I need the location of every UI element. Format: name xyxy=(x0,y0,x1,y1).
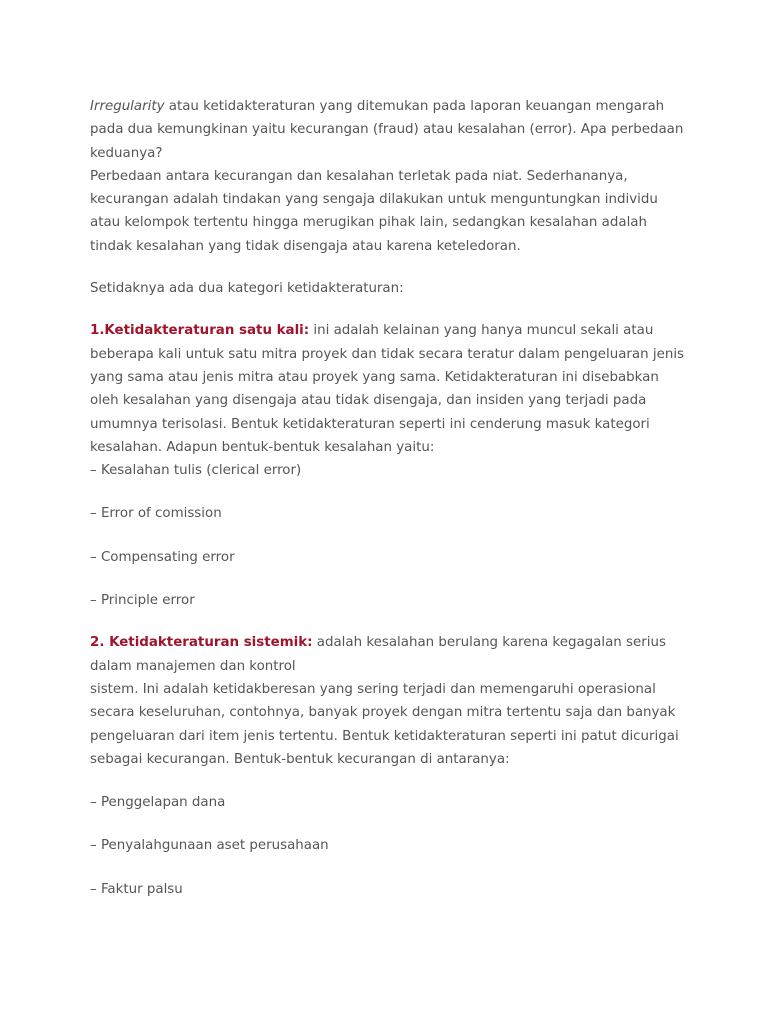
list-item: – Kesalahan tulis (clerical error) xyxy=(90,463,302,479)
text-line: pada dua kemungkinan yaitu kecurangan (fraud) atau kesalahan (error). Apa perbedaan xyxy=(90,122,684,138)
section-one-heading: 1.Ketidakteraturan satu kali: xyxy=(90,323,310,339)
text-line: sistem. Ini adalah ketidakberesan yang sering terjadi dan memengaruhi operasional xyxy=(90,681,656,697)
text-line: umumnya terisolasi. Bentuk ketidakteraturan seperti ini cenderung masuk kategori xyxy=(90,416,650,432)
section-one xyxy=(90,319,685,612)
text-line xyxy=(90,631,680,654)
list-item: – Principle error xyxy=(90,593,195,609)
text-fragment: ini adalah kelainan yang hanya muncul sekali atau xyxy=(309,323,654,339)
intro-paragraph xyxy=(90,95,684,258)
text-line: secara keseluruhan, contohnya, banyak proyek dengan mitra tertentu saja dan banyak xyxy=(90,705,676,721)
list-item: – Penggelapan dana xyxy=(90,795,226,811)
text-line: Perbedaan antara kecurangan dan kesalahan terletak pada niat. Sederhananya, xyxy=(90,168,628,184)
text-line: yang sama atau jenis mitra atau proyek yang sama. Ketidakteraturan ini disebabkan xyxy=(90,369,659,385)
section-two-heading: 2. Ketidakteraturan sistemik: xyxy=(90,635,313,651)
text-line: oleh kesalahan yang disengaja atau tidak disengaja, dan insiden yang terjadi pada xyxy=(90,393,647,409)
text-line: kesalahan. Adapun bentuk-bentuk kesalahan yaitu: xyxy=(90,439,435,455)
text-line: sebagai kecurangan. Bentuk-bentuk kecurangan di antaranya: xyxy=(90,751,510,767)
list-item: – Faktur palsu xyxy=(90,881,183,897)
list-item: – Error of comission xyxy=(90,506,222,522)
list-item: – Compensating error xyxy=(90,549,235,565)
document-body xyxy=(90,95,685,901)
text-line: beberapa kali untuk satu mitra proyek dan tidak secara teratur dalam pengeluaran jenis xyxy=(90,346,685,362)
list-item: – Penyalahgunaan aset perusahaan xyxy=(90,838,329,854)
text-line: pengeluaran dari item jenis tertentu. Bentuk ketidakteraturan seperti ini patut dicurigai xyxy=(90,728,679,744)
term-irregularity: Irregularity xyxy=(90,99,165,114)
text-fragment: adalah kesalahan berulang karena kegagalan serius xyxy=(312,635,666,651)
text-fragment: atau ketidakteraturan yang ditemukan pada laporan keuangan mengarah xyxy=(164,99,665,114)
text-line: kecurangan adalah tindakan yang sengaja dilakukan untuk menguntungkan individu xyxy=(90,192,658,208)
text-line xyxy=(90,95,680,118)
categories-intro: Setidaknya ada dua kategori ketidakteraturan: xyxy=(90,281,404,297)
text-line: atau kelompok tertentu hingga merugikan pihak lain, sedangkan kesalahan adalah xyxy=(90,215,647,231)
section-two xyxy=(90,631,680,901)
text-line xyxy=(90,319,680,342)
text-line: keduanya? xyxy=(90,145,163,161)
text-line: tindak kesalahan yang tidak disengaja atau karena keteledoran. xyxy=(90,238,521,254)
text-line: dalam manajemen dan kontrol xyxy=(90,658,296,674)
